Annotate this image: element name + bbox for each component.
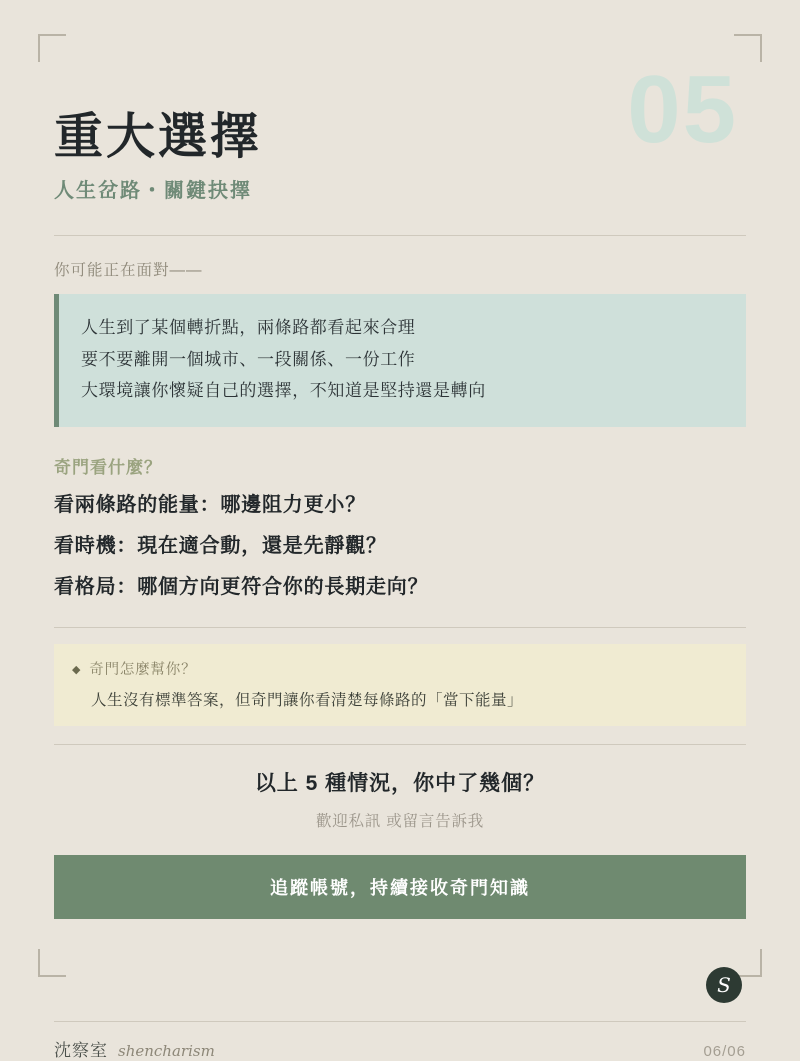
help-callout-title: 奇門怎麼幫你？	[89, 661, 197, 678]
brand-name-en: shencharism	[118, 1041, 215, 1060]
help-callout-box	[54, 644, 746, 726]
title-block	[54, 0, 746, 203]
slide-number-watermark: 05	[627, 56, 738, 163]
qimen-point: 看兩條路的能量：哪邊阻力更小？	[54, 493, 366, 516]
qimen-point: 看時機：現在適合動，還是先靜觀？	[54, 534, 387, 557]
divider-top	[54, 235, 746, 236]
facing-line: 大環境讓你懷疑自己的選擇，不知道是堅持還是轉向	[81, 381, 486, 401]
help-callout-title-row	[72, 658, 728, 679]
facing-section-label: 你可能正在面對——	[54, 262, 203, 280]
content-container	[54, 0, 746, 1061]
follow-account-button[interactable]: 追蹤帳號，持續接收奇門知識	[54, 855, 746, 919]
cta-subtext: 歡迎私訊 或留言告訴我	[315, 812, 485, 830]
facing-quote-box	[54, 294, 746, 426]
help-callout-text: 人生沒有標準答案，但奇門讓你看清楚每條路的「當下能量」	[91, 691, 524, 709]
page-title: 重大選擇	[54, 107, 263, 165]
brand-logo-icon: S	[706, 967, 742, 1003]
facing-line: 要不要離開一個城市、一段關係、一份工作	[81, 349, 416, 369]
logo-container	[54, 967, 746, 1003]
footer-brand	[54, 1036, 215, 1061]
brand-name-cn: 沈察室	[54, 1040, 108, 1060]
divider-footer	[54, 1021, 746, 1022]
qimen-point: 看格局：哪個方向更符合你的長期走向？	[54, 575, 429, 598]
footer	[54, 1036, 746, 1061]
diamond-icon: ◆	[72, 664, 82, 677]
divider-lower	[54, 744, 746, 745]
qimen-section-label: 奇門看什麼？	[54, 457, 162, 477]
divider-middle	[54, 627, 746, 628]
page-number: 06/06	[703, 1042, 746, 1060]
facing-line: 人生到了某個轉折點，兩條路都看起來合理	[81, 318, 416, 338]
page-subtitle: 人生岔路・關鍵抉擇	[54, 178, 252, 203]
cta-question: 以上 5 種情況，你中了幾個？	[254, 771, 546, 795]
